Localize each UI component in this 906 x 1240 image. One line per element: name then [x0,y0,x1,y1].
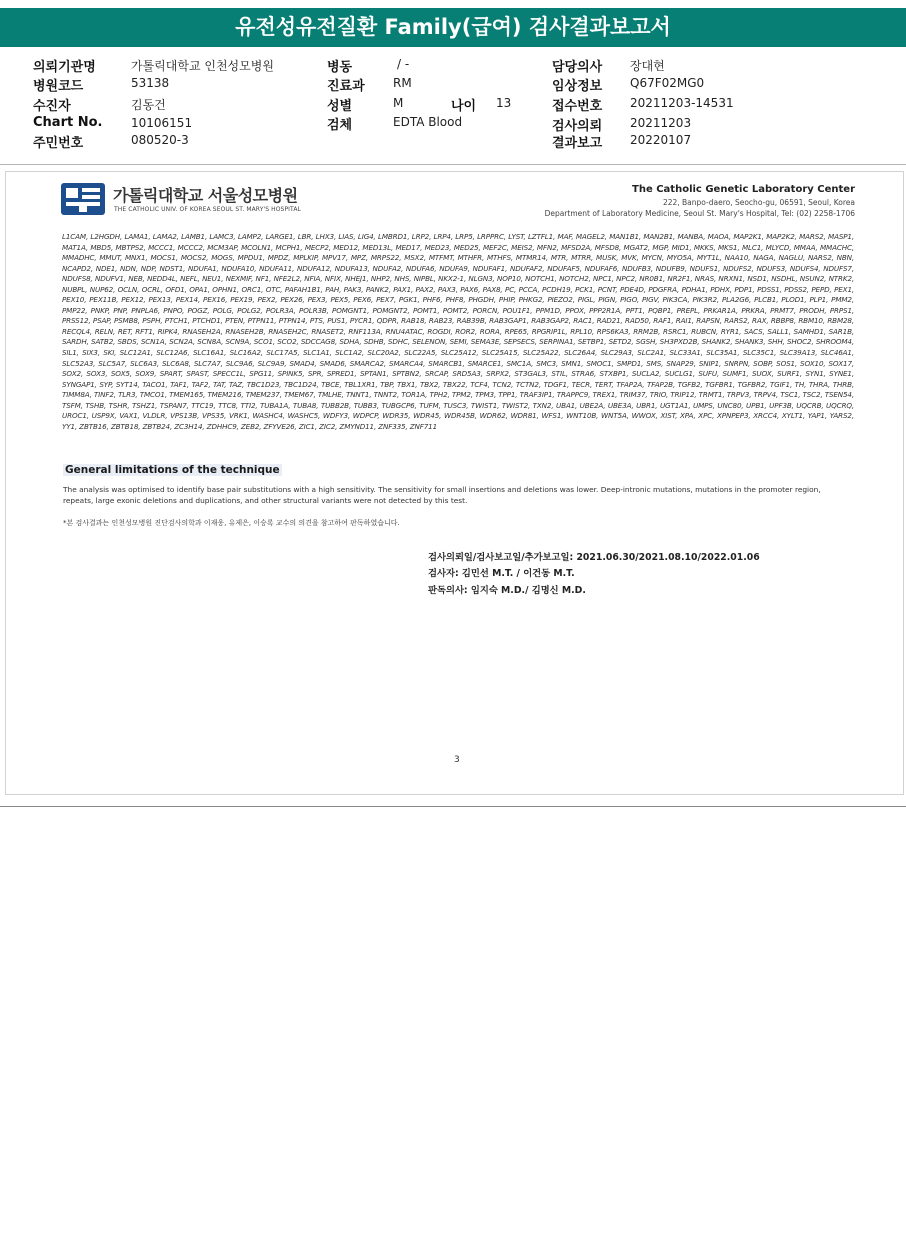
field-label: 의뢰기관명 [33,60,96,75]
divider [0,806,906,807]
limitations-text: The analysis was optimised to identify base pair substitutions with a high sensitivity. The sensitivity for small insertions and deletions was lower. Deep-intronic mutations, mutations in the promoter region, repeats, large exonic deletions and duplications, and other structural variants were not detected by this test. [63,485,821,505]
sign-dates: 검사의뢰일/검사보고일/추가보고일: 2021.06.30/2021.08.10/2022.01.06 [428,552,760,563]
field-value-resident-no: 080520-3 [131,133,189,147]
sign-doctor: 판독의사: 임지숙 M.D./ 김명신 M.D. [428,585,586,596]
field-label: 결과보고 [552,136,603,151]
field-label: 진료과 [327,79,365,94]
field-label: 접수번호 [552,99,603,114]
sign-technician: 검사자: 김민선 M.T. / 이건동 M.T. [428,568,575,579]
field-label: 나이 [451,99,477,114]
field-label: 성별 [327,99,353,114]
limitations-heading: General limitations of the technique [65,464,280,476]
page-number: 3 [454,755,460,765]
field-value-chart-no: 10106151 [131,116,193,130]
gene-list: L1CAM, L2HGDH, LAMA1, LAMA2, LAMB1, LAMC3, LAMP2, LARGE1, LBR, LHX3, LIAS, LIG4, LMBRD1, LRP2, LRP4, LRP5, LRPPRC, LYST, LZTFL1, MAF, MAGEL2, MAN1B1, MAN2B1, MANBA, MAOA, MAP2K1, MAP2K2, MARS2, MASP1, MAT1A, MBD5, MBTPS2, MCCC1, MCCC2, MCM3AP, MCOLN1, MCPH1, MECP2, MED12, MED13L, MED17, MED23, MED25, MEF2C, MEIS2, MFN2, MFSD2A, MFSD8, MGAT2, MGP, MID1, MKKS, MKS1, MLC1, MLYCD, MMAA, MMACHC, MMADHC, MMUT, MNX1, MOCS1, MOCS2, MOGS, MPDU1, MPDZ, MPLKIP, MPV17, MPZ, MRPS22, MSX2, MTFMT, MTHFR, MTHFS, MTMR14, MTR, MTRR, MUSK, MVK, MYCN, MYO5A, MYT1L, NAA10, NAGA, NAGLU, NARS2, NBN, NCAPD2, NDE1, NDN, NDP, NDST1, NDUFA1, NDUFA10, NDUFA11, NDUFA12, NDUFA13, NDUFA2, NDUFA6, NDUFA9, NDUFAF1, NDUFAF2, NDUFAF5, NDUFAF6, NDUFB3, NDUFB9, NDUFS1, NDUFS2, NDUFS3, NDUFS4, NDUFS7, NDUFS8, NDUFV1, NEB, NEDD4L, NEFL, NEU1, NEXMIF, NF1, NFE2L2, NFIA, NFIX, NHEJ1, NHP2, NHS, NIPBL, NKX2-1, NLGN3, NOP10, NOTCH1, NOTCH2, NPC1, NPC2, NR0B1, NR2F1, NRAS, NRXN1, NSD1, NSDHL, NSUN2, NTRK2, NUBPL, NUP62, OCLN, OCRL, OFD1, OPA1, OPHN1, ORC1, OTC, PAFAH1B1, PAH, PAK3, PANK2, PAX1, PAX2, PAX3, PAX6, PAX8, PC, PCCA, PCDH19, PCK1, PCNT, PDE4D, PDGFRA, PDHA1, PDHX, PDP1, PDSS1, PDSS2, PEPD, PEX1, PEX10, PEX11B, PEX12, PEX13, PEX14, PEX16, PEX19, PEX2, PEX26, PEX3, PEX5, PEX6, PEX7, PGK1, PHF6, PHF8, PHGDH, PHIP, PHKG2, PIEZO2, PIGL, PIGN, PIGO, PIGV, PIK3CA, PIK3R2, PLA2G6, PLCB1, PLOD1, PLP1, PMM2, PMP22, PNKP, PNP, PNPLA6, PNPO, POGZ, POLG, POLG2, POLR3A, POLR3B, POMGNT1, POMGNT2, POMT1, POMT2, PORCN, POU1F1, PPM1D, PPOX, PPP2R1A, PPT1, PQBP1, PREPL, PRKAR1A, PRKRA, PRMT7, PRODH, PRPS1, PRSS12, PSAP, PSMB8, PSPH, PTCH1, PTCHD1, PTEN, PTPN11, PTPN14, PTS, PUS1, PYCR1, QDPR, RAB18, RAB23, RAB39B, RAB3GAP1, RAB3GAP2, RAC1, RAD21, RAD50, RAF1, RAI1, RAPSN, RARS2, RAX, RBBP8, RBM10, RBM28, RECQL4, RELN, RET, RFT1, RIPK4, RNASEH2A, RNASEH2B, RNASEH2C, RNASET2, RNF113A, RNU4ATAC, ROGDI, ROR2, RORA, RPE65, RPGRIP1L, RPL10, RPS6KA3, RRM2B, RSRC1, RUBCN, RYR1, SACS, SALL1, SAMHD1, SAR1B, SARDH, SATB2, SBDS, SCN1A, SCN2A, SCN8A, SCN9A, SCO1, SCO2, SDCCAG8, SDHA, SDHB, SDHC, SELENON, SEMI, SEMA3E, SEPSECS, SERPINA1, SETBP1, SETD2, SGSH, SH3PXD2B, SHANK2, SHANK3, SHH, SHOC2, SHROOM4, SIL1, SIX3, SKI, SLC12A1, SLC12A6, SLC16A1, SLC16A2, SLC17A5, SLC1A1, SLC1A2, SLC20A2, SLC22A5, SLC25A12, SLC25A15, SLC25A22, SLC26A4, SLC29A3, SLC2A1, SLC33A1, SLC35A1, SLC35C1, SLC39A13, SLC46A1, SLC52A3, SLC5A7, SLC6A3, SLC6A8, SLC7A7, SLC9A6, SLC9A9, SMAD4, SMAD6, SMARCA2, SMARCA4, SMARCB1, SMARCE1, SMC1A, SMC3, SMN1, SMOC1, SMPD1, SMS, SNAP29, SNIP1, SNRPN, SOBP, SOS1, SOX10, SOX17, SOX2, SOX3, SOX5, SOX9, SPART, SPAST, SPECC1L, SPG11, SPINK5, SPR, SPRED1, SPTAN1, SPTBN2, SRCAP, SRD5A3, SRPX2, ST3GAL3, STIL, STRA6, STXBP1, SUCLA2, SUCLG1, SUFU, SUMF1, SUOX, SURF1, SYN1, SYNE1, SYNGAP1, SYP, SYT14, TACO1, TAF1, TAF2, TAT, TAZ, TBC1D23, TBC1D24, TBCE, TBL1XR1, TBP, TBX1, TBX2, TBX22, TCF4, TCN2, TCTN2, TDGF1, TECR, TERT, TFAP2A, TFAP2B, TGFB2, TGFBR1, TGFBR2, TGIF1, TH, THRA, THRB, TIMM8A, TINF2, TLR3, TMCO1, TMEM165, TMEM216, TMEM237, TMEM67, TMLHE, TNNT1, TNNT2, TOR1A, TPH2, TPM2, TPM3, TPP1, TRAF3IP1, TRAPPC9, TREX1, TRIM37, TRIO, TRIP12, TRMT1, TRPV3, TRPV4, TSC1, TSC2, TSEN54, TSFM, TSHB, TSHR, TSHZ1, TSPAN7, TTC19, TTC8, TTI2, TUBA1A, TUBA8, TUBB2B, TUBB3, TUBGCP6, TUFM, TUSC3, TWIST1, TWIST2, TXN2, UBA1, UBE2A, UBE3A, UBR1, UGT1A1, UMPS, UNC80, UPB1, UPF3B, UQCRB, UQCRQ, UROC1, USP9X, VAX1, VLDLR, VPS13B, VPS35, VRK1, WASHC4, WASHC5, WDFY3, WDPCP, WDR35, WDR45, WDR45B, WDR62, WDR81, WFS1, WNT10B, WNT5A, WWOX, XIST, XPA, XPC, XPNPEP3, XRCC4, XYLT1, YAP1, YARS2, YY1, ZBTB16, ZBTB18, ZBTB24, ZC3H14, ZDHHC9, ZEB2, ZFYVE26, ZIC1, ZIC2, ZMYND11, ZNF335, ZNF711 [62,232,854,431]
field-label: 검사의뢰 [552,119,603,134]
field-value-department: RM [393,76,412,90]
field-value-receipt-no: 20211203-14531 [630,96,734,110]
patient-info-panel [0,52,906,152]
field-value-age: 13 [496,96,512,110]
field-value-institution: 가톨릭대학교 인천성모병원 [131,59,274,73]
field-value-ward: / - [397,57,410,71]
hospital-name-en: THE CATHOLIC UNIV. OF KOREA SEOUL ST. MARY'S HOSPITAL [114,206,302,213]
field-label: 담당의사 [552,60,603,75]
field-value-specimen: EDTA Blood [393,115,463,129]
lab-center-department: Department of Laboratory Medicine, Seoul St. Mary's Hospital, Tel: (02) 2258-1706 [544,209,855,218]
field-value-hospital-code: 53138 [131,76,170,90]
field-label: Chart No. [33,115,103,130]
divider [0,164,906,165]
field-value-doctor: 장대현 [630,59,665,73]
field-label: 병원코드 [33,79,84,94]
field-value-sex: M [393,96,404,110]
field-value-request-date: 20211203 [630,116,692,130]
field-label: 주민번호 [33,136,84,151]
field-value-patient: 김동건 [131,98,166,112]
field-label: 임상정보 [552,79,603,94]
interpretation-note: *본 검사결과는 인천성모병원 진단검사의학과 이재웅, 유제은, 이승록 교수의 의견을 참고하여 판독하였습니다. [63,519,400,527]
field-label: 병동 [327,60,353,75]
field-value-report-date: 20220107 [630,133,692,147]
field-label: 검체 [327,118,353,133]
field-value-clinical-info: Q67F02MG0 [630,76,705,90]
lab-center-address: 222, Banpo-daero, Seocho-gu, 06591, Seoul, Korea [662,198,855,207]
hospital-logo-icon [61,183,105,215]
field-label: 수진자 [33,99,71,114]
hospital-name-ko: 가톨릭대학교 서울성모병원 [113,186,298,205]
report-title: 유전성유전질환 Family(급여) 검사결과보고서 [0,8,906,47]
lab-center-name: The Catholic Genetic Laboratory Center [632,184,855,195]
